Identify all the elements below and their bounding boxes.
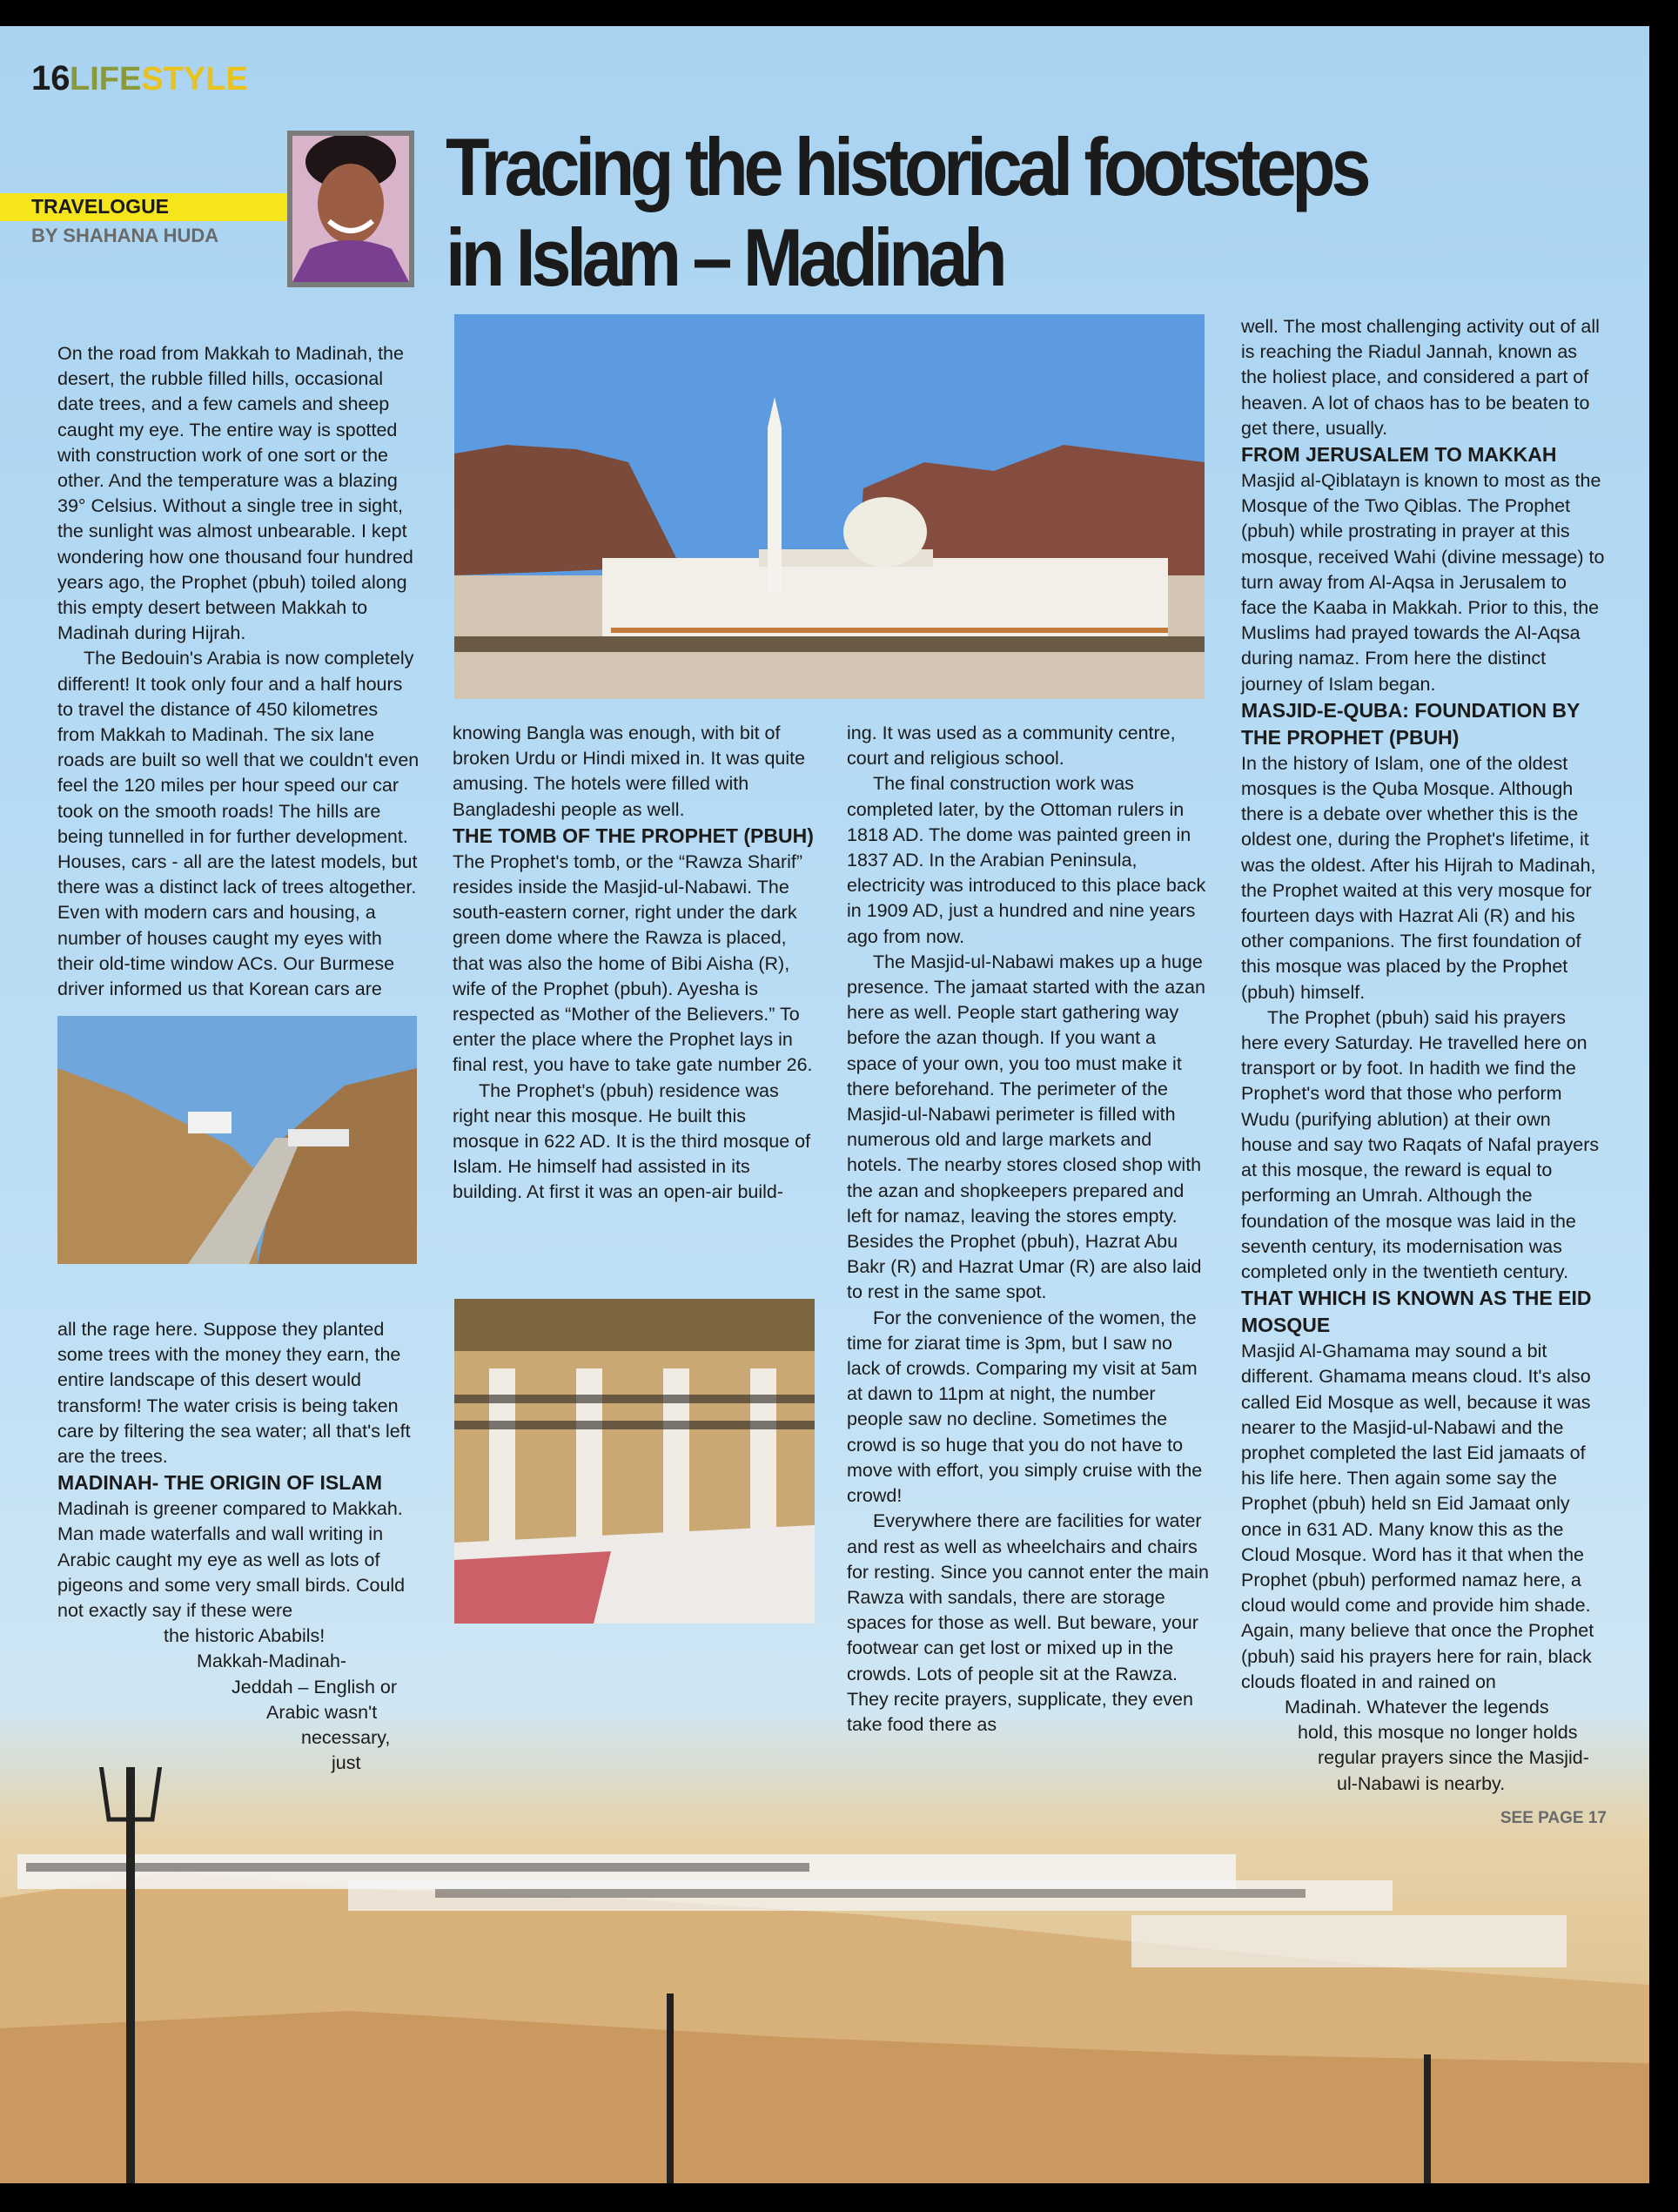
col4-tail-line-4: ul-Nabawi is nearby. xyxy=(1337,1772,1506,1794)
col1-tail-line-4: Arabic wasn't xyxy=(266,1701,378,1723)
col4-paragraph-5: Masjid Al-Ghamama may sound a bit different. Ghamama means cloud. It's also called Eid Mosque as well, because it was nearer to the Masjid-ul-Nabawi and the prophet completed the last Eid jamaats of his life here. Then again some say the Prophet (pbuh) held sn Eid Jamaat only once in 631 AD. Many know this as the Cloud Mosque. Word has it that when the Prophet (pbuh) performed namaz here, a cloud would come and provide him shade. Again, many believe that once the Prophet (pbuh) said his prayers here for rain, black clouds floated in and rained on xyxy=(1241,1341,1594,1692)
magazine-page xyxy=(0,26,1649,2183)
col1-paragraph-4: Madinah is greener compared to Makkah. Man made waterfalls and wall writing in Arabic caught my eye as well as lots of pigeons and some very small birds. Could not exactly say if these were xyxy=(57,1498,406,1622)
col1-tail-line-5: necessary, xyxy=(301,1727,391,1749)
col1-paragraph-1: On the road from Makkah to Madinah, the desert, the rubble filled hills, occasional date trees, and a few camels and sheep caught my eye. The entire way is spotted with construction work of one sort or the other. And the temperature was a blazing 39° Celsius. Without a single tree in sight, the sunlight was almost unbearable. I kept wondering how one thousand four hundred years ago, the Prophet (pbuh) toiled along this empty desert between Makkah to Madinah during Hijrah. xyxy=(57,343,413,644)
column-4 xyxy=(1241,314,1607,1831)
col1-tail-line-6: just xyxy=(332,1752,361,1774)
article-title xyxy=(446,122,1366,303)
title-line-2: in Islam – Madinah xyxy=(446,212,1003,303)
col2-paragraph-1: knowing Bangla was enough, with bit of broken Urdu or Hindi mixed in. It was quite amusing. The hotels were filled with Bangladeshi people as well. xyxy=(453,723,806,820)
col4-paragraph-1: well. The most challenging activity out of all is reaching the Riadul Jannah, known as the holiest place, and considered a part of heaven. A lot of chaos has to be beaten to get there, usually. xyxy=(1241,316,1600,439)
col1-paragraph-2: The Bedouin's Arabia is now completely different! It took only four and a half hours to travel the distance of 450 kilometres from Makkah to Madinah. The six lane roads are built so well that we couldn't even feel the 120 miles per hour speed our car took on the smooth roads! The hills are being tunnelled in for further development. Houses, cars - all are the latest models, but there was a distinct lack of trees altogether. Even with modern cars and housing, a number of houses caught my eyes with their old-time window ACs. Our Burmese driver informed us that Korean cars are xyxy=(57,648,420,1000)
col4-paragraph-3: In the history of Islam, one of the oldest mosques is the Quba Mosque. Although there is a debate over whether this is the oldest one, during the Prophet's lifetime, it was the oldest. After his Hijrah to Madinah, the Prophet waited at this very mosque for fourteen days with Hazrat Ali (R) and his other companions. The first foundation of this mosque was placed by the Prophet (pbuh) himself. xyxy=(1241,752,1596,1003)
col4-heading-1: FROM JERUSALEM TO MAKKAH xyxy=(1241,443,1557,467)
col4-heading-3: THAT WHICH IS KNOWN AS THE EID MOSQUE xyxy=(1241,1287,1592,1337)
tag-label: TRAVELOGUE xyxy=(31,195,170,218)
col1-tail-line-3: Jeddah – English or xyxy=(232,1676,398,1698)
col1-heading-1: MADINAH- THE ORIGIN OF ISLAM xyxy=(57,1471,383,1495)
col3-paragraph-2: The final construction work was completed later, by the Ottoman rulers in 1818 AD. The dome was painted green in 1837 AD. In the Arabian Peninsula, electricity was introduced to this place back in 1909 AD, just a hundred and nine years ago from now. xyxy=(847,773,1206,947)
author-photo xyxy=(287,131,414,287)
col1-tail-line-2: Makkah-Madinah- xyxy=(197,1651,347,1672)
col4-tail-line-3: regular prayers since the Masjid- xyxy=(1318,1747,1589,1769)
col3-paragraph-5: Everywhere there are facilities for water and rest as well as wheelchairs and chairs for resting. Since you cannot enter the main Rawza with sandals, there are storage spaces for those as well. But beware, your footwear can get lost or mixed up in the crowds. Lots of people sit at the Rawza. They recite prayers, supplicate, they even take food there as xyxy=(847,1510,1209,1735)
page-number: 16 xyxy=(31,59,70,97)
section-style: STYLE xyxy=(141,61,248,97)
col4-tail-line-1: Madinah. Whatever the legends xyxy=(1285,1696,1549,1718)
section-label xyxy=(70,61,248,98)
col2-heading-1: THE TOMB OF THE PROPHET (PBUH) xyxy=(453,824,814,847)
section-life: LIFE xyxy=(70,61,142,97)
col4-paragraph-4: The Prophet (pbuh) said his prayers here every Saturday. He travelled here on transport or by foot. In hadith we find the Prophet's word that those who perform Wudu (purifying ablution) at their own house and say two Raqats of Nafal prayers at this mosque, the reward is equal to performing an Umrah. Although the foundation of the mosque was laid in the seventh century, its modernisation was completed only in the twentieth century. xyxy=(1241,1006,1600,1282)
see-page-link[interactable]: SEE PAGE 17 xyxy=(1500,1808,1607,1827)
column-2 xyxy=(453,721,816,1206)
col3-paragraph-1: ing. It was used as a community centre, court and religious school. xyxy=(847,723,1176,770)
col3-paragraph-3: The Masjid-ul-Nabawi makes up a huge presence. The jamaat started with the azan here as well. People start gathering way before the azan though. If you want a space of your own, you too must make it there beforehand. The perimeter of the Masjid-ul-Nabawi perimeter is filled with numerous old and large markets and hotels. The nearby stores closed shop with the azan and shopkeepers prepared and left for namaz, leaving the stores empty. Besides the Prophet (pbuh), Hazrat Abu Bakr (R) and Hazrat Umar (R) are also laid to rest in the same spot. xyxy=(847,951,1205,1303)
col4-paragraph-2: Masjid al-Qiblatayn is known to most as the Mosque of the Two Qiblas. The Prophet (pbuh) while prostrating in prayer at this mosque, received Wahi (divine message) to turn away from Al-Aqsa in Jerusalem to face the Kaaba in Makkah. Prior to this, the Muslims had prayed towards the Al-Aqsa during namaz. From here the distinct journey of Islam began. xyxy=(1241,470,1605,695)
column-1 xyxy=(57,341,420,1002)
mosque-photo xyxy=(454,314,1205,699)
column-1-lower xyxy=(57,1317,420,1776)
col3-paragraph-4: For the convenience of the women, the time for ziarat time is 3pm, but I saw no lack of crowds. Comparing my visit at 5am at dawn to 11pm at night, the number people saw no decline. Sometimes the crowd is so huge that you do not have to move with effort, you simply cruise with the crowd! xyxy=(847,1307,1203,1507)
col1-tail-line-1: the historic Ababils! xyxy=(164,1625,326,1647)
title-line-1: Tracing the historical footsteps xyxy=(446,121,1367,212)
col4-tail-line-2: hold, this mosque no longer holds xyxy=(1298,1722,1578,1744)
mosque-interior-photo xyxy=(454,1299,815,1624)
col1-paragraph-3: all the rage here. Suppose they planted some trees with the money they earn, the entire landscape of this desert would transform! The water crisis is being taken care by filtering the sea water; all that's left are the trees. xyxy=(57,1319,411,1468)
col4-heading-2: MASJID-E-QUBA: FOUNDATION BY THE PROPHET (PBUH) xyxy=(1241,698,1580,749)
road-hills-photo xyxy=(57,1016,417,1264)
col2-paragraph-2: The Prophet's tomb, or the “Rawza Sharif” resides inside the Masjid-ul-Nabawi. The south-eastern corner, right under the dark green dome where the Rawza is placed, that was also the home of Bibi Aisha (R), wife of the Prophet (pbuh). Ayesha is respected as “Mother of the Believers.” To enter the place where the Prophet lays in final rest, you have to take gate number 26. xyxy=(453,851,813,1076)
col2-paragraph-3: The Prophet's (pbuh) residence was right near this mosque. He built this mosque in 622 AD. It is the third mosque of Islam. He himself had assisted in its building. At first it was an open-air build- xyxy=(453,1079,811,1203)
byline: BY SHAHANA HUDA xyxy=(31,225,219,246)
column-3 xyxy=(847,721,1209,1738)
